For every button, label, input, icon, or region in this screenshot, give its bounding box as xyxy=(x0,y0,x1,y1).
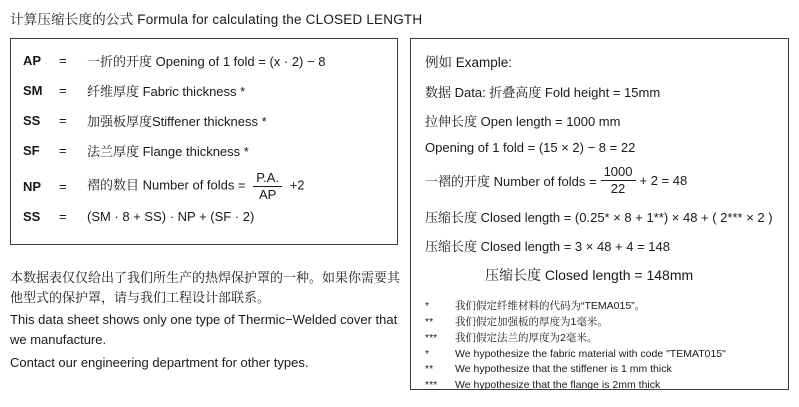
folds-fraction-numerator: 1000 xyxy=(601,165,636,181)
formula-row-ss xyxy=(23,111,385,130)
definition-closed-formula: (SM · 8 + SS) · NP + (SF · 2) xyxy=(87,209,255,225)
equals-sign: = xyxy=(59,113,67,128)
definition-np xyxy=(87,171,385,201)
example-heading: 例如 Example: xyxy=(425,55,513,70)
folds-suffix: + 2 = 48 xyxy=(639,172,688,188)
equals-sign: = xyxy=(59,143,67,158)
np-fraction xyxy=(253,171,282,201)
footnote-row xyxy=(425,347,774,363)
example-closed-line-2: 压缩长度 Closed length = 3 × 48 + 4 = 148 xyxy=(425,239,670,255)
folds-label: 一褶的开度 Number of folds = xyxy=(425,173,597,189)
symbol-ap: AP xyxy=(23,53,42,68)
footnote-mark: ** xyxy=(425,363,434,376)
footnote-row xyxy=(425,299,774,315)
symbol-ss2: SS xyxy=(23,209,41,225)
footnote-text: We hypothesize that the flange is 2mm thick xyxy=(455,379,661,392)
note-chinese: 本数据表仅仅给出了我们所生产的热焊保护罩的一种。如果你需要其他型式的保护罩，请与我们工程设计部联系。 xyxy=(10,270,401,306)
symbol-np: NP xyxy=(23,178,42,194)
footnote-text: 我们假定法兰的厚度为2毫米。 xyxy=(455,331,598,344)
symbol-sf: SF xyxy=(23,143,40,158)
formula-row-sf xyxy=(23,141,385,160)
example-folds-line xyxy=(425,165,774,195)
note-english-1: This data sheet shows only one type of Thermic−Welded cover that we manufacture. xyxy=(10,312,398,348)
footnote-mark: *** xyxy=(425,331,438,344)
formula-row-np xyxy=(23,171,385,201)
equals-sign: = xyxy=(59,178,67,194)
formula-row-sm xyxy=(23,81,385,100)
example-open-length-line: 拉伸长度 Open length = 1000 mm xyxy=(425,114,621,129)
equals-sign: = xyxy=(59,53,67,68)
definition-ap: 一折的开度 Opening of 1 fold = (x · 2) − 8 xyxy=(87,54,326,69)
formula-row-closed xyxy=(23,208,385,225)
footnote-mark: *** xyxy=(425,379,438,392)
footnote-row xyxy=(425,315,774,331)
footnote-row xyxy=(425,378,774,394)
footnote-row xyxy=(425,362,774,378)
note-english-2: Contact our engineering department for other types. xyxy=(10,354,309,370)
footnote-mark: * xyxy=(425,300,430,313)
example-box xyxy=(410,38,789,390)
example-data-line: 数据 Data: 折叠高度 Fold height = 15mm xyxy=(425,85,661,100)
footnote-row xyxy=(425,331,774,347)
example-result-line: 压缩长度 Closed length = 148mm xyxy=(485,267,694,284)
page-title: 计算压缩长度的公式 Formula for calculating the CLOSED LENGTH xyxy=(10,12,423,27)
note-text xyxy=(10,268,402,373)
equals-sign: = xyxy=(59,83,67,98)
np-fraction-numerator: P.A. xyxy=(253,171,282,187)
footnote-mark: * xyxy=(425,347,430,360)
folds-fraction-denominator: 22 xyxy=(610,180,626,196)
footnote-text: We hypothesize that the stiffener is 1 mm thick xyxy=(455,363,672,376)
formula-definitions-box xyxy=(10,38,398,245)
np-label: 褶的数目 Number of folds = xyxy=(87,177,246,193)
folds-fraction xyxy=(601,165,636,195)
footnote-text: 我们假定加强板的厚度为1毫米。 xyxy=(455,316,608,329)
footnote-text: We hypothesize the fabric material with code "TEMAT015" xyxy=(455,347,726,360)
symbol-ss: SS xyxy=(23,113,41,128)
definition-sf: 法兰厚度 Flange thickness * xyxy=(87,144,249,159)
footnote-mark: ** xyxy=(425,316,434,329)
footnotes xyxy=(425,299,774,394)
definition-ss: 加强板厚度Stiffener thickness * xyxy=(87,114,267,129)
definition-sm: 纤维厚度 Fabric thickness * xyxy=(87,84,246,99)
np-fraction-denominator: AP xyxy=(258,186,277,202)
np-suffix: +2 xyxy=(289,177,305,193)
example-opening-line: Opening of 1 fold = (15 × 2) − 8 = 22 xyxy=(425,140,636,155)
symbol-sm: SM xyxy=(23,83,43,98)
equals-sign: = xyxy=(59,209,67,225)
example-closed-line-1: 压缩长度 Closed length = (0.25* × 8 + 1**) × 48 + ( 2*** × 2 ) xyxy=(425,210,773,226)
formula-row-ap xyxy=(23,51,385,70)
footnote-text: 我们假定纤维材料的代码为“TEMA015”。 xyxy=(455,300,646,313)
